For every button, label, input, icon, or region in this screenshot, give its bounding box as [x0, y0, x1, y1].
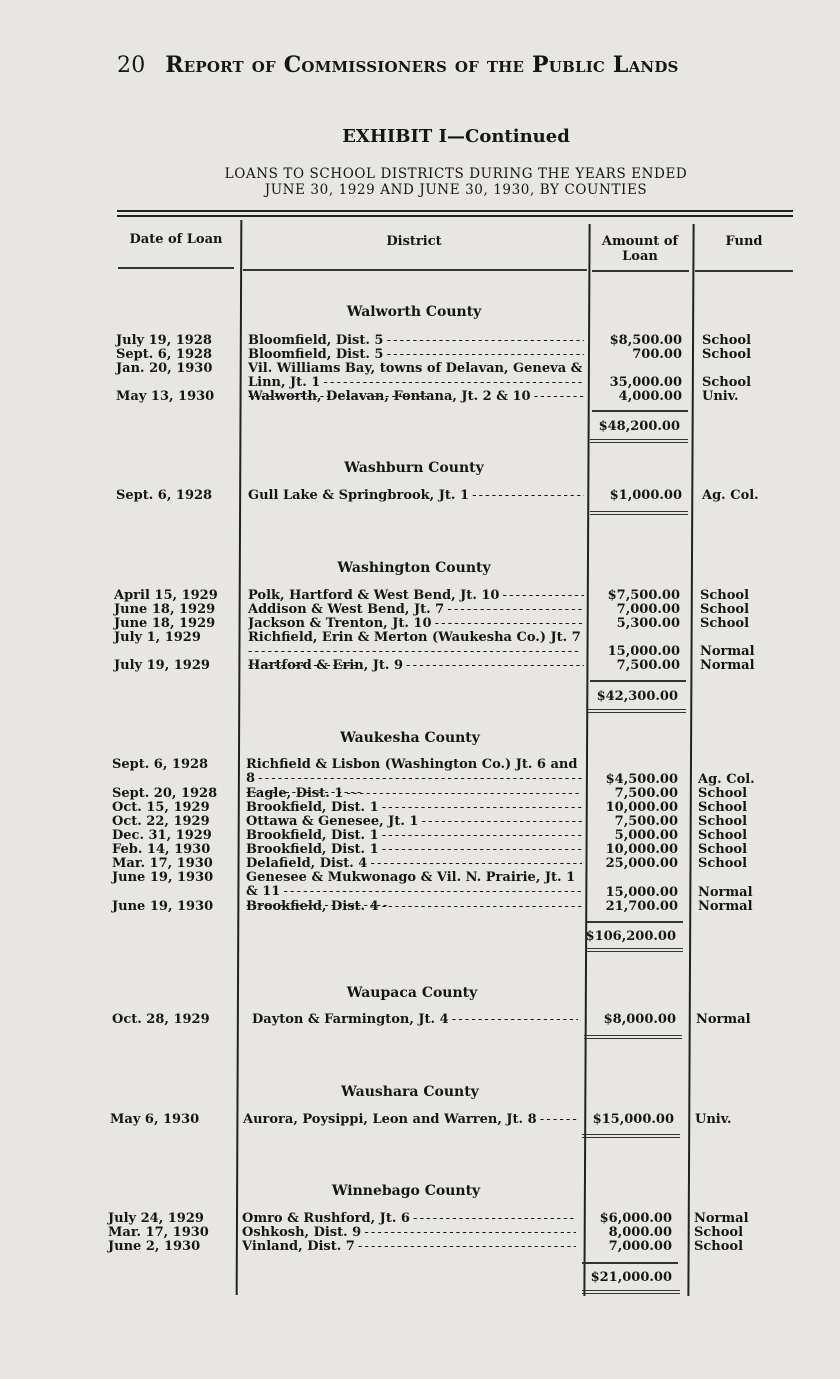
loan-amount: 700.00 [632, 347, 682, 362]
loan-amount: 7,500.00 [616, 658, 680, 673]
loan-amount: 5,000.00 [614, 828, 678, 843]
loan-date: Feb. 14, 1930 [112, 842, 211, 857]
loan-district: Brookfield, Dist. 1 - - - [246, 829, 582, 843]
loan-district: Aurora, Poysippi, Leon and Warren, Jt. 8 - - - [243, 1113, 577, 1127]
loan-fund: School [698, 842, 748, 857]
loan-district: Vinland, Dist. 7 - - - [242, 1240, 576, 1254]
loan-date: Oct. 28, 1929 [112, 1012, 210, 1027]
loan-fund: School [698, 828, 748, 843]
loan-fund: Normal [696, 1012, 751, 1027]
loan-amount: $1,000.00 [609, 488, 682, 503]
loan-district: Hartford & Erin, Jt. 9 - - - [248, 659, 584, 673]
page-number: 20 [117, 53, 146, 78]
loan-date: June 18, 1929 [114, 602, 216, 617]
page-running-title: Report of Commissioners of the Public Lands [165, 52, 679, 78]
top-rule [117, 210, 793, 212]
loan-date: April 15, 1929 [114, 588, 218, 603]
table-subtitle-line2: JUNE 30, 1929 AND JUNE 30, 1930, BY COUNTIES [264, 182, 648, 198]
loan-date: Mar. 17, 1930 [112, 856, 213, 871]
loan-district: Delafield, Dist. 4 - - - [246, 857, 582, 871]
loan-amount: 8,000.00 [608, 1225, 672, 1240]
loan-district: Polk, Hartford & West Bend, Jt. 10 - - - [248, 589, 584, 603]
loan-fund: School [698, 800, 748, 815]
loan-district: Bloomfield, Dist. 5 - - - [248, 334, 584, 348]
loan-amount: 15,000.00 [605, 885, 678, 900]
subtotal-rule [582, 1262, 678, 1264]
loan-district: Jackson & Trenton, Jt. 10 - - - [248, 617, 584, 631]
loan-fund: Normal [694, 1211, 749, 1226]
loan-date: July 24, 1929 [108, 1211, 204, 1226]
county-heading: Walworth County [346, 304, 482, 320]
table-subtitle-line1: LOANS TO SCHOOL DISTRICTS DURING THE YEARS ENDED [224, 166, 688, 182]
county-heading: Washington County [337, 560, 491, 576]
county-heading: Winnebago County [331, 1183, 481, 1199]
column-header-fund: Fund [725, 234, 763, 249]
county-total: $42,300.00 [596, 689, 678, 704]
column-header-amount-line1: Amount of [601, 234, 679, 249]
subtotal-rule [587, 921, 683, 923]
subtotal-rule [592, 410, 688, 412]
loan-fund: Ag. Col. [702, 488, 759, 503]
total-double-rule [582, 1134, 680, 1138]
loan-fund: School [702, 333, 752, 348]
exhibit-title: EXHIBIT I—Continued [342, 126, 570, 147]
loan-amount: 7,500.00 [614, 814, 678, 829]
loan-amount: 25,000.00 [605, 856, 678, 871]
county-heading: Waupaca County [346, 985, 478, 1001]
loan-date: Mar. 17, 1930 [108, 1225, 209, 1240]
date-column-rule [236, 220, 243, 1295]
loan-amount: $8,500.00 [609, 333, 682, 348]
loan-date: June 2, 1930 [108, 1239, 201, 1254]
loan-district: Dayton & Farmington, Jt. 4 - - - [252, 1013, 578, 1027]
loan-fund: School [698, 814, 748, 829]
loan-amount: 35,000.00 [609, 375, 682, 390]
loan-district: Eagle, Dist. 1 - - - [246, 787, 582, 801]
loan-district: Richfield, Erin & Merton (Waukesha Co.) Jt. 7 - - - [248, 631, 584, 673]
district-header-underline [243, 269, 587, 271]
total-double-rule [582, 1290, 680, 1294]
loan-date: Oct. 22, 1929 [112, 814, 210, 829]
loan-district: Brookfield, Dist. 4 - - - [246, 900, 582, 914]
loan-fund: Normal [700, 658, 755, 673]
loan-fund: Univ. [695, 1112, 732, 1127]
column-header-amount [590, 234, 690, 264]
loan-date: June 19, 1930 [112, 899, 214, 914]
loan-fund: School [694, 1225, 744, 1240]
amount-column-rule [687, 224, 694, 1296]
loan-fund: Normal [698, 885, 753, 900]
fund-header-underline [695, 270, 793, 272]
loan-date: Jan. 20, 1930 [116, 361, 213, 376]
county-heading: Waushara County [341, 1084, 479, 1100]
subtotal-rule [590, 680, 686, 682]
loan-amount: $4,500.00 [605, 772, 678, 787]
loan-amount: 21,700.00 [605, 899, 678, 914]
loan-date: July 19, 1928 [116, 333, 212, 348]
column-header-amount-line2: Loan [622, 249, 658, 264]
loan-fund: Ag. Col. [698, 772, 755, 787]
county-total: $21,000.00 [590, 1270, 672, 1285]
county-total: $106,200.00 [585, 929, 676, 944]
loan-amount: $15,000.00 [592, 1112, 674, 1127]
loan-date: June 19, 1930 [112, 870, 214, 885]
loan-date: May 6, 1930 [110, 1112, 200, 1127]
county-heading: Washburn County [344, 460, 484, 476]
page-header [117, 52, 679, 78]
county-total: $48,200.00 [598, 419, 680, 434]
loan-amount: $7,500.00 [607, 588, 680, 603]
loan-amount: 4,000.00 [618, 389, 682, 404]
loan-amount: 7,500.00 [614, 786, 678, 801]
loan-fund: School [702, 375, 752, 390]
loan-date: Oct. 15, 1929 [112, 800, 210, 815]
loan-district: Walworth, Delavan, Fontana, Jt. 2 & 10 - - - [248, 390, 584, 404]
date-header-underline [118, 267, 234, 269]
loan-amount: 7,000.00 [608, 1239, 672, 1254]
loan-fund: School [700, 602, 750, 617]
loan-district: Bloomfield, Dist. 5 - - - [248, 348, 584, 362]
loan-amount: 7,000.00 [616, 602, 680, 617]
total-double-rule [584, 1035, 682, 1039]
loan-date: Sept. 6, 1928 [116, 488, 213, 503]
loan-date: July 1, 1929 [114, 630, 201, 645]
loan-fund: School [694, 1239, 744, 1254]
loan-date: May 13, 1930 [116, 389, 215, 404]
loan-district: Brookfield, Dist. 1 - - - [246, 843, 582, 857]
total-double-rule [588, 709, 686, 713]
top-rule-inner [117, 215, 793, 217]
loan-district: Richfield & Lisbon (Washington Co.) Jt. 6 and 8 - - - [246, 758, 582, 800]
loan-amount: $8,000.00 [603, 1012, 676, 1027]
loan-date: Dec. 31, 1929 [112, 828, 212, 843]
loan-fund: School [698, 856, 748, 871]
loan-amount: 15,000.00 [607, 644, 680, 659]
column-header-date: Date of Loan [129, 232, 223, 247]
loan-district: Ottawa & Genesee, Jt. 1 - - - [246, 815, 582, 829]
loan-fund: School [700, 616, 750, 631]
loan-fund: Univ. [702, 389, 739, 404]
loan-district: Oshkosh, Dist. 9 - - - [242, 1226, 576, 1240]
loan-amount: 5,300.00 [616, 616, 680, 631]
loan-amount: 10,000.00 [605, 842, 678, 857]
loan-district: Brookfield, Dist. 1 - - - [246, 801, 582, 815]
loan-amount: 10,000.00 [605, 800, 678, 815]
loan-amount: $6,000.00 [599, 1211, 672, 1226]
loan-fund: Normal [700, 644, 755, 659]
total-double-rule [585, 948, 683, 952]
loan-fund: School [698, 786, 748, 801]
loan-date: Sept. 6, 1928 [112, 757, 209, 772]
loan-date: July 19, 1929 [114, 658, 210, 673]
column-header-district: District [386, 234, 442, 249]
loan-fund: Normal [698, 899, 753, 914]
loan-district: Addison & West Bend, Jt. 7 - - - [248, 603, 584, 617]
loan-date: Sept. 6, 1928 [116, 347, 213, 362]
loan-fund: School [700, 588, 750, 603]
loan-district: Gull Lake & Springbrook, Jt. 1 - - - [248, 489, 584, 503]
amount-header-underline [592, 270, 689, 272]
county-heading: Waukesha County [340, 730, 480, 746]
loan-district: Vil. Williams Bay, towns of Delavan, Geneva & Linn, Jt. 1 - - - [248, 362, 584, 404]
total-double-rule [590, 511, 688, 515]
loan-date: June 18, 1929 [114, 616, 216, 631]
loan-date: Sept. 20, 1928 [112, 786, 218, 801]
total-double-rule [590, 439, 688, 443]
loan-fund: School [702, 347, 752, 362]
loan-district: Genesee & Mukwonago & Vil. N. Prairie, Jt. 1 & 11 - - - [246, 871, 582, 913]
loan-district: Omro & Rushford, Jt. 6 - - - [242, 1212, 576, 1226]
